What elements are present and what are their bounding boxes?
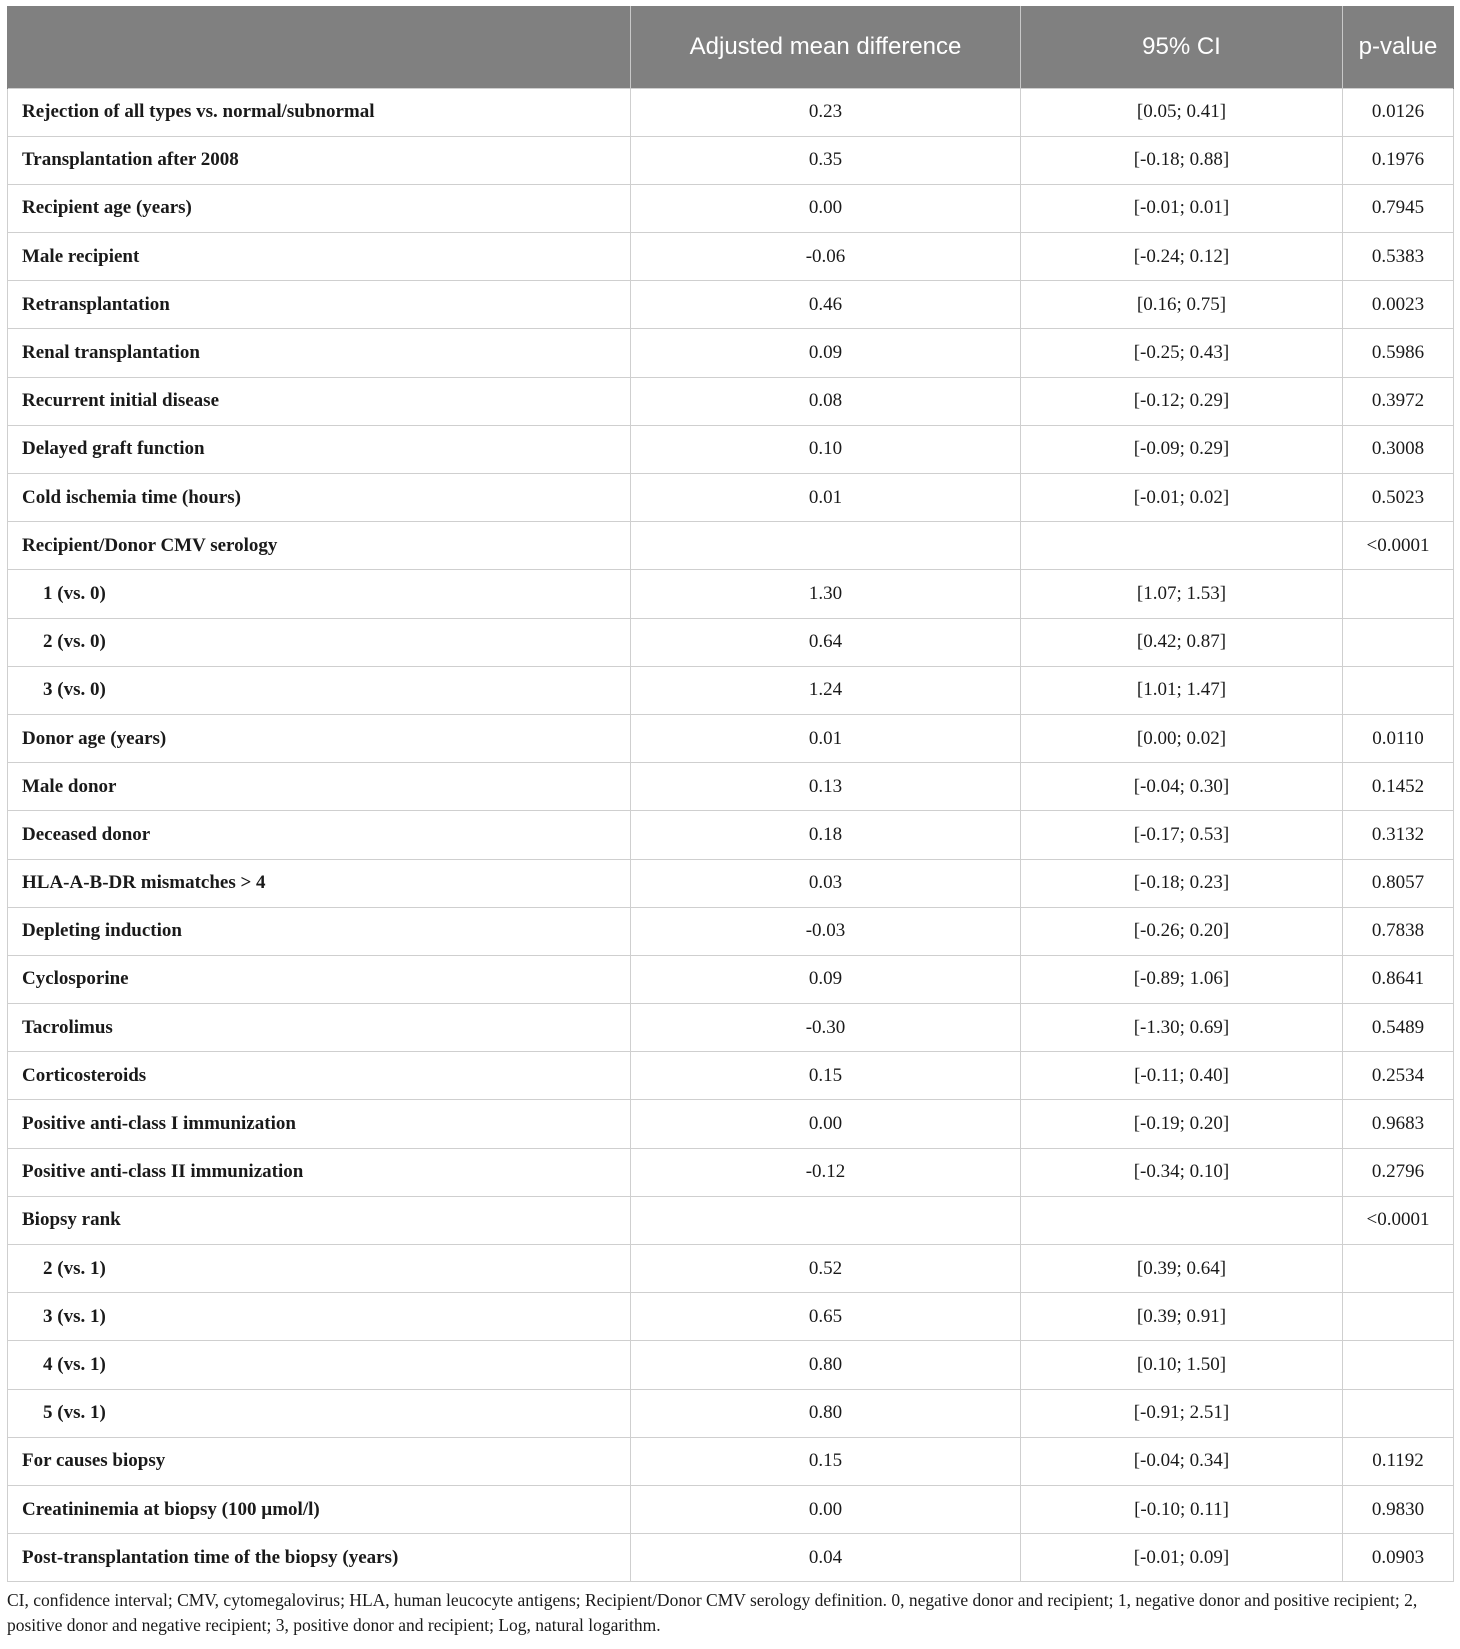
confidence-interval-cell: [-0.09; 0.29]	[1021, 425, 1343, 473]
table-row	[8, 425, 1454, 473]
row-label: Deceased donor	[8, 811, 631, 859]
table-row	[8, 233, 1454, 281]
table-row	[8, 474, 1454, 522]
confidence-interval-cell: [-0.34; 0.10]	[1021, 1148, 1343, 1196]
adjusted-mean-difference-cell: 0.65	[631, 1293, 1021, 1341]
adjusted-mean-difference-cell: 0.09	[631, 329, 1021, 377]
table-row	[8, 763, 1454, 811]
table-row	[8, 570, 1454, 618]
table-row	[8, 1389, 1454, 1437]
table-header-row	[8, 6, 1454, 88]
row-label: Rejection of all types vs. normal/subnormal	[8, 88, 631, 136]
row-label: Positive anti-class I immunization	[8, 1100, 631, 1148]
row-label: Renal transplantation	[8, 329, 631, 377]
p-value-cell: 0.1976	[1343, 136, 1454, 184]
table-row	[8, 329, 1454, 377]
adjusted-mean-difference-cell: 0.46	[631, 281, 1021, 329]
adjusted-mean-difference-cell: 0.35	[631, 136, 1021, 184]
table-row	[8, 281, 1454, 329]
confidence-interval-cell: [-0.12; 0.29]	[1021, 377, 1343, 425]
row-label: Transplantation after 2008	[8, 136, 631, 184]
adjusted-mean-difference-cell: 0.10	[631, 425, 1021, 473]
adjusted-mean-difference-cell: 0.80	[631, 1389, 1021, 1437]
adjusted-mean-difference-cell: 0.18	[631, 811, 1021, 859]
row-label: Recipient age (years)	[8, 184, 631, 232]
table-row	[8, 1052, 1454, 1100]
p-value-cell	[1343, 1341, 1454, 1389]
row-label: Biopsy rank	[8, 1196, 631, 1244]
p-value-cell: 0.5986	[1343, 329, 1454, 377]
confidence-interval-cell: [0.42; 0.87]	[1021, 618, 1343, 666]
adjusted-mean-difference-cell: 0.52	[631, 1245, 1021, 1293]
adjusted-mean-difference-cell: -0.06	[631, 233, 1021, 281]
row-label: Tacrolimus	[8, 1004, 631, 1052]
confidence-interval-cell: [0.00; 0.02]	[1021, 714, 1343, 762]
row-label: Corticosteroids	[8, 1052, 631, 1100]
table-row	[8, 1196, 1454, 1244]
adjusted-mean-difference-cell: 0.03	[631, 859, 1021, 907]
confidence-interval-cell: [0.39; 0.64]	[1021, 1245, 1343, 1293]
p-value-cell: 0.5383	[1343, 233, 1454, 281]
confidence-interval-cell: [-0.24; 0.12]	[1021, 233, 1343, 281]
adjusted-mean-difference-cell: 1.24	[631, 666, 1021, 714]
p-value-cell: 0.9683	[1343, 1100, 1454, 1148]
table-row	[8, 1341, 1454, 1389]
confidence-interval-cell: [-0.01; 0.09]	[1021, 1534, 1343, 1582]
confidence-interval-cell: [0.05; 0.41]	[1021, 88, 1343, 136]
confidence-interval-cell: [0.39; 0.91]	[1021, 1293, 1343, 1341]
confidence-interval-cell: [-0.91; 2.51]	[1021, 1389, 1343, 1437]
row-label: Post-transplantation time of the biopsy (years)	[8, 1534, 631, 1582]
adjusted-mean-difference-cell: 0.15	[631, 1052, 1021, 1100]
row-label: Recipient/Donor CMV serology	[8, 522, 631, 570]
adjusted-mean-difference-cell: 0.00	[631, 1100, 1021, 1148]
p-value-cell: 0.2796	[1343, 1148, 1454, 1196]
p-value-cell	[1343, 1389, 1454, 1437]
table-row	[8, 88, 1454, 136]
adjusted-mean-difference-cell: -0.12	[631, 1148, 1021, 1196]
confidence-interval-cell: [0.10; 1.50]	[1021, 1341, 1343, 1389]
p-value-cell: 0.9830	[1343, 1485, 1454, 1533]
table-row	[8, 1534, 1454, 1582]
table-row	[8, 859, 1454, 907]
table-row	[8, 1485, 1454, 1533]
table-row	[8, 907, 1454, 955]
table-row	[8, 1004, 1454, 1052]
adjusted-mean-difference-cell: -0.30	[631, 1004, 1021, 1052]
adjusted-mean-difference-cell: 0.08	[631, 377, 1021, 425]
confidence-interval-cell: [-0.04; 0.34]	[1021, 1437, 1343, 1485]
row-label: 5 (vs. 1)	[8, 1389, 631, 1437]
adjusted-mean-difference-cell: 0.23	[631, 88, 1021, 136]
p-value-cell: 0.0023	[1343, 281, 1454, 329]
row-label: 3 (vs. 0)	[8, 666, 631, 714]
confidence-interval-cell: [-0.18; 0.23]	[1021, 859, 1343, 907]
p-value-cell	[1343, 618, 1454, 666]
p-value-cell: 0.1452	[1343, 763, 1454, 811]
header-variable	[8, 6, 631, 88]
adjusted-mean-difference-cell: 0.80	[631, 1341, 1021, 1389]
confidence-interval-cell: [0.16; 0.75]	[1021, 281, 1343, 329]
confidence-interval-cell: [-0.19; 0.20]	[1021, 1100, 1343, 1148]
header-p-value: p-value	[1343, 6, 1454, 88]
p-value-cell	[1343, 1245, 1454, 1293]
table-row	[8, 377, 1454, 425]
adjusted-mean-difference-cell	[631, 522, 1021, 570]
table-row	[8, 522, 1454, 570]
p-value-cell: 0.1192	[1343, 1437, 1454, 1485]
adjusted-mean-difference-cell: 0.13	[631, 763, 1021, 811]
confidence-interval-cell: [-0.25; 0.43]	[1021, 329, 1343, 377]
row-label: 2 (vs. 0)	[8, 618, 631, 666]
table-row	[8, 1245, 1454, 1293]
p-value-cell: 0.0126	[1343, 88, 1454, 136]
row-label: 4 (vs. 1)	[8, 1341, 631, 1389]
table-row	[8, 955, 1454, 1003]
confidence-interval-cell	[1021, 1196, 1343, 1244]
adjusted-mean-difference-cell: 0.15	[631, 1437, 1021, 1485]
row-label: 2 (vs. 1)	[8, 1245, 631, 1293]
header-adjusted-mean-difference: Adjusted mean difference	[631, 6, 1021, 88]
p-value-cell: 0.7838	[1343, 907, 1454, 955]
row-label: Retransplantation	[8, 281, 631, 329]
p-value-cell: 0.3008	[1343, 425, 1454, 473]
adjusted-mean-difference-cell: 0.00	[631, 184, 1021, 232]
table-row	[8, 666, 1454, 714]
table-footnote: CI, confidence interval; CMV, cytomegalovirus; HLA, human leucocyte antigens; Recipient/Donor CMV serology definition. 0, negative donor and recipient; 1, negative donor and positive recipient; 2, positive donor and negative recipient; 3, positive donor and recipient; Log, natural logarithm.	[7, 1590, 1418, 1635]
table-row	[8, 1148, 1454, 1196]
header-95-ci: 95% CI	[1021, 6, 1343, 88]
row-label: Cyclosporine	[8, 955, 631, 1003]
confidence-interval-cell: [-0.17; 0.53]	[1021, 811, 1343, 859]
row-label: Depleting induction	[8, 907, 631, 955]
table-row	[8, 184, 1454, 232]
confidence-interval-cell: [-0.01; 0.01]	[1021, 184, 1343, 232]
row-label: Positive anti-class II immunization	[8, 1148, 631, 1196]
adjusted-mean-difference-cell: 0.01	[631, 474, 1021, 522]
p-value-cell: 0.3972	[1343, 377, 1454, 425]
p-value-cell: 0.5023	[1343, 474, 1454, 522]
p-value-cell: 0.8057	[1343, 859, 1454, 907]
p-value-cell: 0.2534	[1343, 1052, 1454, 1100]
p-value-cell: 0.0110	[1343, 714, 1454, 762]
adjusted-mean-difference-cell: 1.30	[631, 570, 1021, 618]
p-value-cell: 0.8641	[1343, 955, 1454, 1003]
p-value-cell: 0.5489	[1343, 1004, 1454, 1052]
p-value-cell	[1343, 1293, 1454, 1341]
p-value-cell: <0.0001	[1343, 522, 1454, 570]
confidence-interval-cell: [-0.04; 0.30]	[1021, 763, 1343, 811]
confidence-interval-cell: [-0.18; 0.88]	[1021, 136, 1343, 184]
adjusted-mean-difference-cell: 0.64	[631, 618, 1021, 666]
confidence-interval-cell: [1.01; 1.47]	[1021, 666, 1343, 714]
table-row	[8, 811, 1454, 859]
row-label: Donor age (years)	[8, 714, 631, 762]
confidence-interval-cell: [1.07; 1.53]	[1021, 570, 1343, 618]
table-row	[8, 714, 1454, 762]
p-value-cell: 0.0903	[1343, 1534, 1454, 1582]
p-value-cell: 0.7945	[1343, 184, 1454, 232]
confidence-interval-cell: [-0.01; 0.02]	[1021, 474, 1343, 522]
results-table	[7, 6, 1454, 1582]
adjusted-mean-difference-cell: 0.09	[631, 955, 1021, 1003]
p-value-cell	[1343, 666, 1454, 714]
adjusted-mean-difference-cell	[631, 1196, 1021, 1244]
row-label: HLA-A-B-DR mismatches > 4	[8, 859, 631, 907]
row-label: For causes biopsy	[8, 1437, 631, 1485]
row-label: Male recipient	[8, 233, 631, 281]
adjusted-mean-difference-cell: 0.04	[631, 1534, 1021, 1582]
adjusted-mean-difference-cell: -0.03	[631, 907, 1021, 955]
row-label: Male donor	[8, 763, 631, 811]
row-label: Recurrent initial disease	[8, 377, 631, 425]
p-value-cell: 0.3132	[1343, 811, 1454, 859]
row-label: Cold ischemia time (hours)	[8, 474, 631, 522]
table-body	[8, 88, 1454, 1582]
confidence-interval-cell: [-1.30; 0.69]	[1021, 1004, 1343, 1052]
table-row	[8, 1293, 1454, 1341]
adjusted-mean-difference-cell: 0.00	[631, 1485, 1021, 1533]
table-row	[8, 1100, 1454, 1148]
p-value-cell	[1343, 570, 1454, 618]
row-label: 1 (vs. 0)	[8, 570, 631, 618]
row-label: Delayed graft function	[8, 425, 631, 473]
adjusted-mean-difference-cell: 0.01	[631, 714, 1021, 762]
confidence-interval-cell	[1021, 522, 1343, 570]
confidence-interval-cell: [-0.11; 0.40]	[1021, 1052, 1343, 1100]
table-row	[8, 136, 1454, 184]
confidence-interval-cell: [-0.26; 0.20]	[1021, 907, 1343, 955]
table-row	[8, 618, 1454, 666]
confidence-interval-cell: [-0.89; 1.06]	[1021, 955, 1343, 1003]
row-label: Creatininemia at biopsy (100 µmol/l)	[8, 1485, 631, 1533]
results-table-container	[7, 6, 1453, 1582]
table-row	[8, 1437, 1454, 1485]
confidence-interval-cell: [-0.10; 0.11]	[1021, 1485, 1343, 1533]
p-value-cell: <0.0001	[1343, 1196, 1454, 1244]
row-label: 3 (vs. 1)	[8, 1293, 631, 1341]
